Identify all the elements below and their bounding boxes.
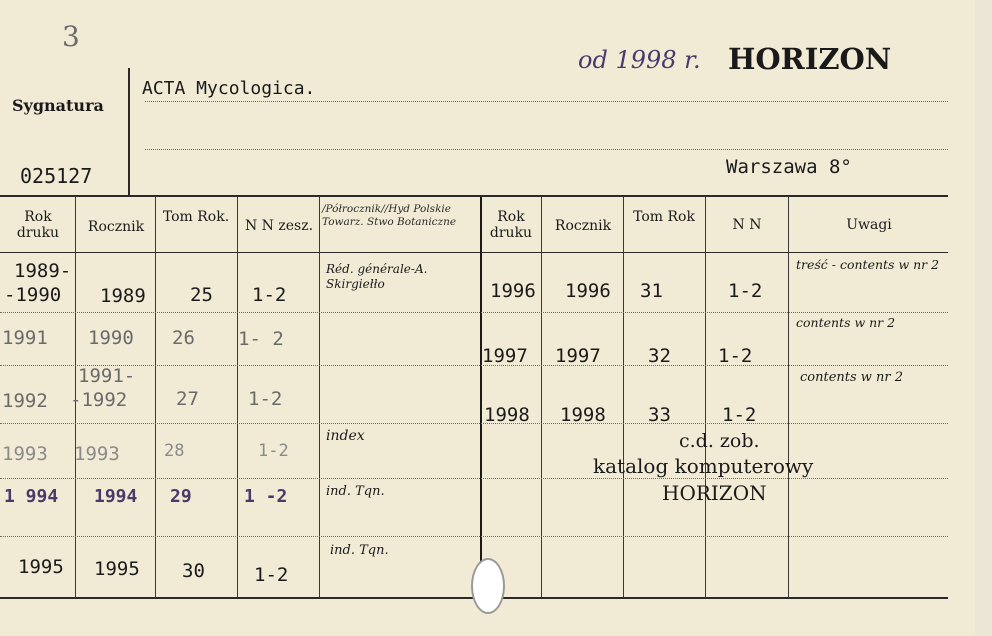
nn-cell: 1-2 [254,564,289,586]
title-line-2 [145,149,948,150]
rocznik-cell: 1990 [88,327,134,349]
title-line-1 [145,101,948,102]
rocznik-cell: 1994 [94,486,138,507]
nn-cell: 1-2 [258,441,289,461]
row-rule [0,423,948,424]
rok-druku-cell: 1991 [2,327,48,349]
header-rok-druku: Rok druku [16,209,60,241]
signature-divider [128,68,130,196]
header-uwagi: Uwagi [846,217,892,233]
row-rule [0,365,948,366]
rocznik-right-cell: 1998 [560,404,606,426]
tom-cell: 26 [172,327,195,349]
tom-cell: 29 [170,486,192,507]
rocznik-cell: 1995 [94,558,140,580]
tom-cell: 28 [164,441,185,461]
handwritten-date: od 1998 r. [578,46,701,74]
col-divider [541,197,542,597]
header-rocznik: Rocznik [87,219,145,235]
nn-cell: 1-2 [252,284,287,306]
pencil-number: 3 [62,20,80,53]
rocznik-cell: -1992 [70,389,128,411]
row-rule [0,312,948,313]
col-divider [237,197,238,597]
rok-druku-right-cell: 1996 [490,280,536,302]
header-rok-druku-right: Rok druku [489,209,533,241]
journal-title: ACTA Mycologica. [142,78,316,99]
header-bottom-rule [0,252,948,253]
note-cell: ind. Tqn. [326,484,385,499]
note-cell: index [326,428,365,444]
header-nn-right: N N [732,217,762,233]
sygnatura-label: Sygnatura [12,96,104,115]
row-rule [0,478,948,479]
punch-hole [471,558,505,614]
rocznik-cell: 1993 [74,443,120,465]
rok-druku-right-cell: 1998 [484,404,530,426]
tom-right-cell: 31 [640,280,663,302]
continuation-line-1: c.d. zob. [679,430,760,452]
rocznik-right-cell: 1996 [565,280,611,302]
nn-right-cell: 1-2 [718,345,753,367]
note-cell: Réd. générale-A. Skirgiełło [326,262,428,291]
continuation-line-3: HORIZON [662,481,767,505]
nn-cell: 1 -2 [244,486,288,507]
nn-right-cell: 1-2 [722,404,757,426]
header-tom-rok-right: Tom Rok [633,209,695,225]
col-divider [480,197,482,597]
uwagi-cell: treść - contents w nr 2 [796,257,940,272]
note-cell: ind. Tqn. [330,543,389,558]
header-handwritten-publisher: /Półrocznik//Hyd Polskie Towarz. Stwo Botaniczne [322,203,457,228]
tom-cell: 25 [190,284,213,306]
nn-cell: 1- 2 [238,328,284,350]
rok-druku-cell: 1993 [2,443,48,465]
tom-right-cell: 33 [648,404,671,426]
uwagi-cell: contents w nr 2 [796,315,896,330]
tom-cell: 27 [176,388,199,410]
rok-druku-cell: 1992 [2,390,48,412]
rok-druku-right-cell: 1997 [482,345,528,367]
row-rule [0,536,948,537]
tom-cell: 30 [182,560,205,582]
table-top-rule [0,195,948,197]
col-divider [155,197,156,597]
signature-number: 025127 [20,164,93,188]
header-rocznik-right: Rocznik [554,218,612,234]
rocznik-cell: 1989 [100,285,146,307]
col-divider [788,197,789,597]
header-tom-rok: Tom Rok. [162,209,230,225]
nn-cell: 1-2 [248,388,283,410]
col-divider [623,197,624,597]
nn-right-cell: 1-2 [728,280,763,302]
rocznik-cell: 1991- [78,365,136,387]
rok-druku-cell: 1 994 [4,486,59,507]
rok-druku-cell: -1990 [4,284,62,306]
horizon-stamp: HORIZON [728,42,892,76]
place-format: Warszawa 8° [726,156,852,178]
rok-druku-cell: 1995 [18,556,64,578]
continuation-line-2: katalog komputerowy [593,454,814,478]
rok-druku-cell: 1989- [14,260,72,282]
tom-right-cell: 32 [648,345,671,367]
rocznik-right-cell: 1997 [555,345,601,367]
card-edge [975,0,992,636]
uwagi-cell: contents w nr 2 [800,370,904,385]
header-nn-zesz: N N zesz. [244,218,314,234]
col-divider [705,197,706,597]
col-divider [319,197,320,597]
